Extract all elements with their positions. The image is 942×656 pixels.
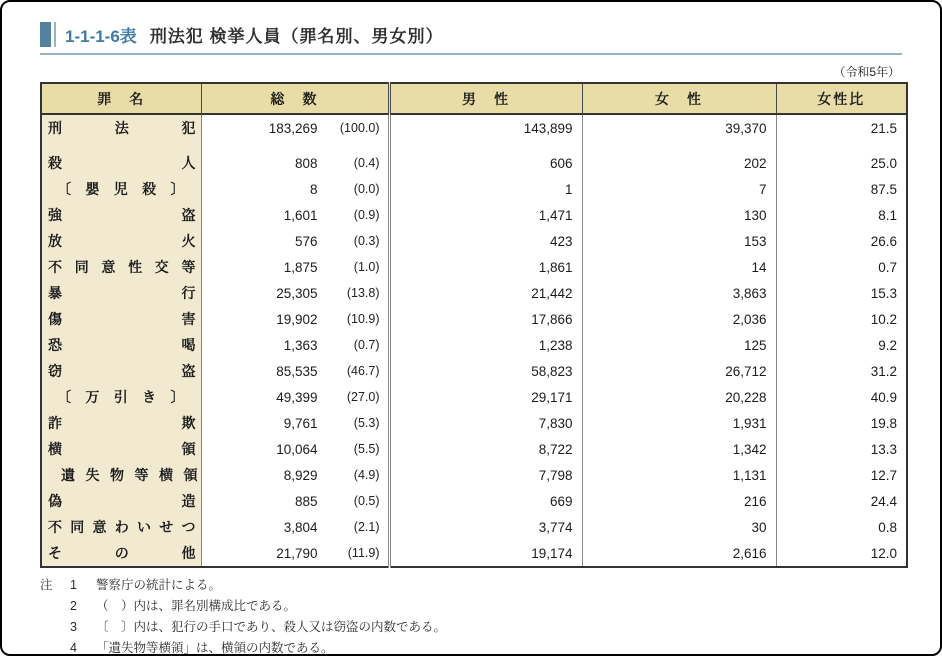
total-pct: (0.9) — [353, 208, 380, 222]
female-value: 202 — [582, 150, 776, 176]
total-pct: (46.7) — [346, 364, 380, 378]
offense-name: 殺 人 — [48, 155, 196, 171]
female-value: 39,370 — [582, 114, 776, 150]
offense-name: 不 同 意 性 交 等 — [48, 259, 196, 275]
female-value: 153 — [582, 228, 776, 254]
offense-name: 横 領 — [48, 441, 196, 457]
total-pct: (13.8) — [346, 286, 380, 300]
note-item — [40, 617, 902, 638]
table-row — [41, 514, 907, 540]
female-value: 26,712 — [582, 358, 776, 384]
total-value: 8 — [309, 181, 318, 197]
total-value: 3,804 — [283, 519, 318, 535]
offense-name: 強 盗 — [48, 207, 196, 223]
female-value: 1,931 — [582, 410, 776, 436]
ratio-value: 12.7 — [776, 462, 907, 488]
total-value: 9,761 — [283, 415, 318, 431]
total-value: 1,875 — [283, 259, 318, 275]
note-number: 4 — [70, 641, 77, 655]
title-underline — [40, 53, 902, 55]
male-value: 17,866 — [389, 306, 582, 332]
total-pct: (100.0) — [339, 121, 380, 135]
offense-name: 窃 盗 — [48, 363, 196, 379]
ratio-value: 13.3 — [776, 436, 907, 462]
title-marker-line — [54, 22, 56, 47]
male-value: 1,471 — [389, 202, 582, 228]
note-number: 2 — [70, 599, 77, 613]
col-header-female: 女 性 — [582, 83, 776, 114]
offense-name: 不 同 意 わ い せ つ — [48, 519, 196, 535]
table-row — [41, 462, 907, 488]
note-label: 注 — [40, 578, 53, 592]
total-value: 8,929 — [283, 467, 318, 483]
page-title — [40, 20, 902, 48]
table-row — [41, 410, 907, 436]
table-row — [41, 540, 907, 567]
female-value: 3,863 — [582, 280, 776, 306]
table-row — [41, 332, 907, 358]
male-value: 7,830 — [389, 410, 582, 436]
total-pct: (0.3) — [353, 234, 380, 248]
offense-name: 刑 法 犯 — [48, 120, 196, 136]
offense-table — [40, 82, 908, 568]
title-marker-icon — [40, 22, 51, 47]
offense-name: 偽 造 — [48, 493, 196, 509]
offense-name: 〔 万 引 き 〕 — [57, 389, 185, 405]
female-value: 30 — [582, 514, 776, 540]
table-row — [41, 280, 907, 306]
ratio-value: 8.1 — [776, 202, 907, 228]
era-label: （令和5年） — [833, 65, 900, 79]
note-item — [40, 575, 902, 596]
total-value: 19,902 — [276, 311, 318, 327]
female-value: 130 — [582, 202, 776, 228]
female-value: 125 — [582, 332, 776, 358]
offense-name: そ の 他 — [48, 545, 196, 561]
note-text: 警察庁の統計による。 — [96, 578, 222, 592]
note-text: （ ）内は、罪名別構成比である。 — [96, 599, 297, 613]
total-value: 1,601 — [283, 207, 318, 223]
total-value: 21,790 — [276, 545, 318, 561]
male-value: 1,861 — [389, 254, 582, 280]
table-row — [41, 488, 907, 514]
female-value: 216 — [582, 488, 776, 514]
ratio-value: 31.2 — [776, 358, 907, 384]
note-text: 「遺失物等横領」は、横領の内数である。 — [96, 641, 334, 655]
male-value: 19,174 — [389, 540, 582, 567]
ratio-value: 26.6 — [776, 228, 907, 254]
total-pct: (11.9) — [347, 546, 380, 560]
total-value: 808 — [294, 155, 318, 171]
total-value: 885 — [294, 493, 318, 509]
total-value: 85,535 — [276, 363, 318, 379]
male-value: 3,774 — [389, 514, 582, 540]
female-value: 7 — [582, 176, 776, 202]
total-pct: (0.5) — [353, 494, 380, 508]
note-text: 〔 〕内は、犯行の手口であり、殺人又は窃盗の内数である。 — [96, 620, 447, 634]
male-value: 669 — [389, 488, 582, 514]
note-label-spacer — [40, 617, 70, 638]
note-item — [40, 596, 902, 617]
table-row — [41, 228, 907, 254]
ratio-value: 25.0 — [776, 150, 907, 176]
ratio-value: 12.0 — [776, 540, 907, 567]
male-value: 1 — [389, 176, 582, 202]
table-row — [41, 436, 907, 462]
col-header-ratio: 女性比 — [776, 83, 907, 114]
total-value: 576 — [294, 233, 318, 249]
note-label-spacer — [40, 596, 70, 617]
table-row — [41, 358, 907, 384]
note-label-spacer — [40, 638, 70, 656]
offense-name: 〔 嬰 児 殺 〕 — [57, 181, 185, 197]
table-row — [41, 114, 907, 150]
ratio-value: 10.2 — [776, 306, 907, 332]
col-header-offense: 罪 名 — [41, 83, 201, 114]
col-header-total: 総 数 — [201, 83, 389, 114]
total-pct: (1.0) — [353, 260, 380, 274]
note-number: 1 — [70, 578, 77, 592]
note-item — [40, 638, 902, 656]
title-main: 刑法犯 検挙人員（罪名別、男女別） — [149, 26, 444, 46]
male-value: 58,823 — [389, 358, 582, 384]
offense-name: 恐 喝 — [48, 337, 196, 353]
female-value: 2,036 — [582, 306, 776, 332]
col-header-male: 男 性 — [389, 83, 582, 114]
total-pct: (5.3) — [353, 416, 380, 430]
male-value: 423 — [389, 228, 582, 254]
ratio-value: 24.4 — [776, 488, 907, 514]
total-value: 1,363 — [283, 337, 318, 353]
total-pct: (27.0) — [346, 390, 380, 404]
total-value: 25,305 — [276, 285, 318, 301]
total-pct: (10.9) — [346, 312, 380, 326]
ratio-value: 0.7 — [776, 254, 907, 280]
total-value: 183,269 — [268, 120, 318, 136]
male-value: 7,798 — [389, 462, 582, 488]
male-value: 8,722 — [389, 436, 582, 462]
offense-name: 放 火 — [48, 233, 196, 249]
ratio-value: 9.2 — [776, 332, 907, 358]
table-row — [41, 150, 907, 176]
footnotes — [40, 575, 902, 656]
offense-name: 傷 害 — [48, 311, 196, 327]
note-number: 3 — [70, 620, 77, 634]
female-value: 1,131 — [582, 462, 776, 488]
table-row — [41, 306, 907, 332]
ratio-value: 21.5 — [776, 114, 907, 150]
female-value: 14 — [582, 254, 776, 280]
ratio-value: 87.5 — [776, 176, 907, 202]
ratio-value: 0.8 — [776, 514, 907, 540]
table-row — [41, 176, 907, 202]
title-number: 1-1-1-6表 — [65, 26, 137, 46]
total-pct: (5.5) — [353, 442, 380, 456]
total-value: 49,399 — [276, 389, 318, 405]
ratio-value: 19.8 — [776, 410, 907, 436]
female-value: 20,228 — [582, 384, 776, 410]
offense-name: 詐 欺 — [48, 415, 196, 431]
female-value: 1,342 — [582, 436, 776, 462]
male-value: 1,238 — [389, 332, 582, 358]
ratio-value: 15.3 — [776, 280, 907, 306]
male-value: 29,171 — [389, 384, 582, 410]
total-pct: (0.7) — [353, 338, 380, 352]
total-pct: (2.1) — [353, 520, 380, 534]
male-value: 606 — [389, 150, 582, 176]
total-pct: (0.4) — [353, 156, 380, 170]
ratio-value: 40.9 — [776, 384, 907, 410]
table-row — [41, 202, 907, 228]
table-row — [41, 384, 907, 410]
table-header-row — [41, 83, 907, 114]
male-value: 21,442 — [389, 280, 582, 306]
table-row — [41, 254, 907, 280]
total-pct: (4.9) — [353, 468, 380, 482]
offense-name: 遺 失 物 等 横 領 — [61, 467, 198, 483]
total-pct: (0.0) — [353, 182, 380, 196]
female-value: 2,616 — [582, 540, 776, 567]
total-value: 10,064 — [276, 441, 318, 457]
male-value: 143,899 — [389, 114, 582, 150]
offense-name: 暴 行 — [48, 285, 196, 301]
